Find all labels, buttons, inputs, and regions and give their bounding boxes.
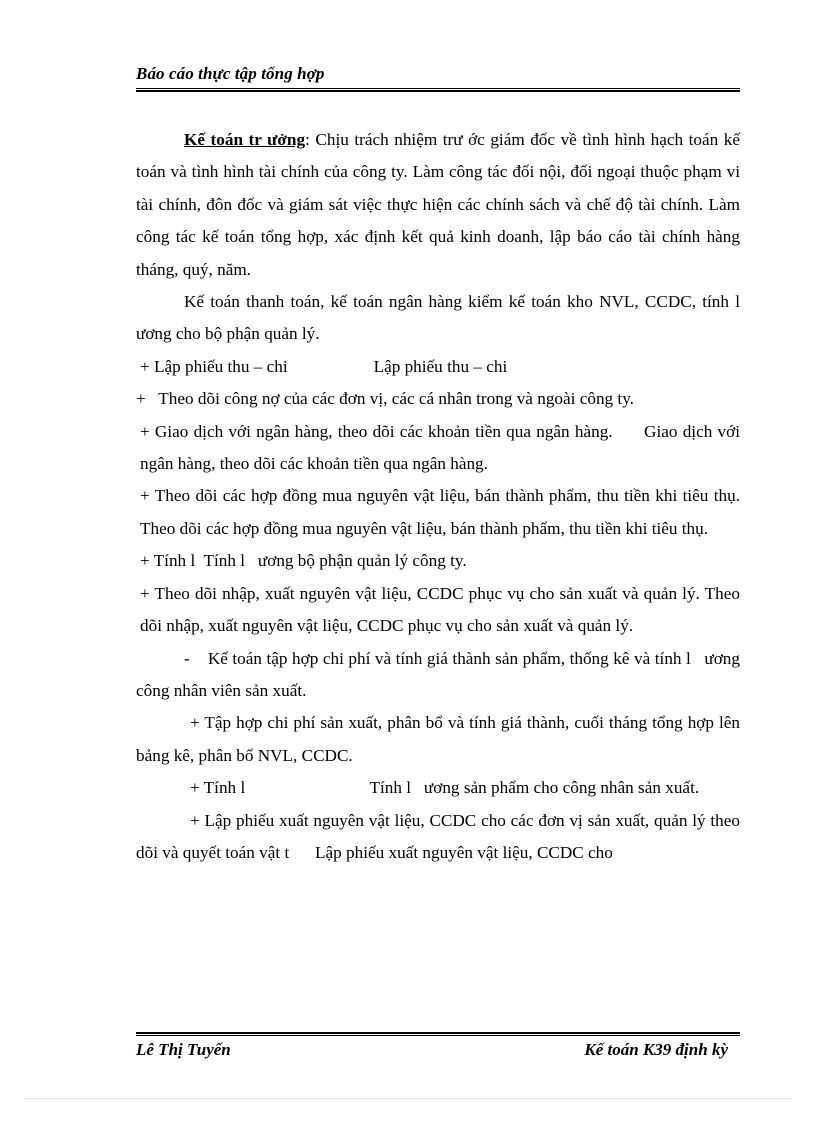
term-chief-accountant: Kế toán tr ưởng <box>184 130 306 149</box>
list-item: + Lập phiếu xuất nguyên vật liệu, CCDC cho các đơn vị sản xuất, quản lý theo dõi và quyết toán vật t Lập phiếu xuất nguyên vật liệu, CCDC cho <box>136 810 745 862</box>
list-item: + Theo dõi công nợ của các đơn vị, các cá nhân trong và ngoài công ty. <box>136 389 634 409</box>
list-item: + Theo dõi các hợp đồng mua nguyên vật liệu, bán thành phẩm, thu tiền khi tiêu thụ. Theo dõi các hợp đồng mua nguyên vật liệu, bán thành phẩm, thu tiền khi tiêu thụ. <box>140 486 740 538</box>
header-title: Báo cáo thực tập tổng hợp <box>136 64 325 83</box>
paragraph-text: : Chịu trách nhiệm trư ớc giám đốc về tình hình hạch toán kế toán và tình hình tài chính của công ty. Làm công tác đối nội, đối ngoại thuộc phạm vi tài chính, đôn đốc và giám sát việc thực hiện các chính sách và chế độ tài chính. Làm công tác kế toán tổng hợp, xác định kết quả kinh doanh, lập báo cáo tài chính hàng tháng, quý, năm. <box>136 130 740 279</box>
page-edge-divider <box>24 1098 792 1099</box>
footer-author: Lê Thị Tuyến <box>136 1040 231 1059</box>
list-item: + Giao dịch với ngân hàng, theo dõi các khoản tiền qua ngân hàng. Giao dịch với ngân hàng, theo dõi các khoản tiền qua ngân hàng. <box>140 421 745 474</box>
header-rule <box>136 88 740 92</box>
footer-class: Kế toán K39 định kỳ <box>584 1040 728 1059</box>
list-item: + Theo dõi nhập, xuất nguyên vật liệu, CCDC phục vụ cho sản xuất và quản lý. Theo dõi nhập, xuất nguyên vật liệu, CCDC phục vụ cho sản xuất và quản lý. <box>140 583 740 636</box>
footer-rule <box>136 1032 740 1036</box>
paragraph-cost-accounting: - Kế toán tập hợp chi phí và tính giá thành sản phẩm, thống kê và tính l ương công nhân viên sản xuất. <box>136 648 745 700</box>
paragraph-payment-accountant: Kế toán thanh toán, kế toán ngân hàng kiểm kế toán kho NVL, CCDC, tính l ương cho bộ phận quản lý. <box>136 292 740 344</box>
body-text <box>136 124 745 869</box>
list-item: + Tập hợp chi phí sản xuất, phân bổ và tính giá thành, cuối tháng tổng hợp lên bảng kê, phân bổ NVL, CCDC. <box>136 713 740 765</box>
list-item: + Tính l Tính l ương sản phẩm cho công nhân sản xuất. <box>190 778 700 798</box>
paragraph-chief-accountant <box>136 124 740 286</box>
list-item: + Tính l Tính l ương bộ phận quản lý công ty. <box>140 551 467 571</box>
list-item: + Lập phiếu thu – chi Lập phiếu thu – chi <box>140 356 508 376</box>
